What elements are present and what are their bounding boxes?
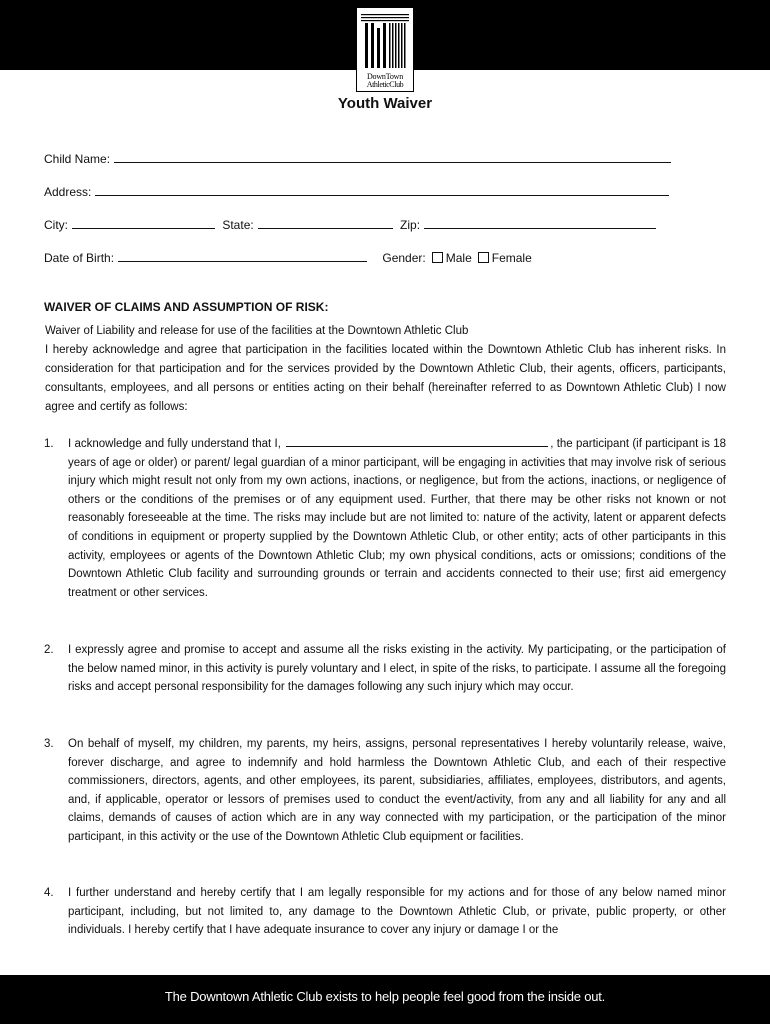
clause-1 — [44, 435, 726, 602]
dob-field[interactable] — [118, 249, 367, 262]
dob-gender-row — [44, 249, 532, 265]
clause-number: 3. — [44, 738, 54, 750]
clause-4 — [44, 884, 726, 940]
clause-number: 2. — [44, 644, 54, 656]
waiver-heading: WAIVER OF CLAIMS AND ASSUMPTION OF RISK: — [44, 300, 329, 314]
male-label: Male — [445, 251, 472, 265]
dob-label: Date of Birth: — [44, 251, 115, 265]
zip-label: Zip: — [400, 218, 421, 232]
clause-text: On behalf of myself, my children, my parents, my heirs, assigns, personal representatives I hereby voluntarily release, waive, forever discharge, and agree to indemnify and hold harmless the Downtown Athletic Club, and each of their respective commissioners, directors, agents, and other employees, its parent, subsidiaries, affiliates, employees, distributors, and agents, and, if applicable, operator or lessors of premises used to conduct the event/activity, from any and all liability for any and all claims, demands of causes of action which are in any way connected with my participation, or the participation of the minor participant, in this activity or the use of the Downtown Athletic Club equipment or facilities. — [68, 738, 726, 843]
state-field[interactable] — [258, 216, 393, 229]
intro-body: I hereby acknowledge and agree that participation in the facilities located within the Downtown Athletic Club has inherent risks. In consideration for that participation and for the services provided by the Downtown Athletic Club, their agents, officers, participants, consultants, employees, and all persons or entities acting on their behalf (hereinafter referred to as Downtown Athletic Club) I now agree and certify as follows: — [45, 344, 726, 413]
city-label: City: — [44, 218, 68, 232]
footer-band — [0, 975, 770, 1024]
waiver-intro — [45, 322, 726, 417]
clause-text: I expressly agree and promise to accept and assume all the risks existing in the activity. My participating, or the participation of the below named minor, in this activity is purely voluntary and I elect, in spite of the risks, to participate. I assume all the foregoing risks and accept personal responsibility for the damages following any such injury which may occur. — [68, 644, 726, 694]
logo-text-line1: DownTown — [366, 72, 404, 81]
club-logo — [356, 7, 414, 92]
child-name-label: Child Name: — [44, 152, 111, 166]
clause-number: 1. — [44, 438, 54, 450]
child-name-row — [44, 150, 675, 166]
female-checkbox[interactable] — [478, 252, 489, 263]
zip-field[interactable] — [424, 216, 656, 229]
address-field[interactable] — [95, 183, 669, 196]
intro-line1: Waiver of Liability and release for use of the facilities at the Downtown Athletic Club — [45, 325, 469, 337]
address-label: Address: — [44, 185, 92, 199]
clause-text: I acknowledge and fully understand that I, — [68, 438, 281, 450]
address-row — [44, 183, 673, 199]
clause-3 — [44, 735, 726, 847]
female-label: Female — [491, 251, 532, 265]
child-name-field[interactable] — [114, 150, 671, 163]
clause-text: , the participant (if participant is 18 years of age or older) or parent/ legal guardian of a minor participant, will be engaging in activities that may involve risk of serious injury which might result not only from my own actions, inactions, or negligence, but from the actions, inactions, or negligence of others or the conditions of the premises or of any equipment used. Further, that there may be other risks not known or not reasonably foreseeable at the time. The risks may include but are not limited to: nature of the activity, latent or apparent defects of conditions in equipment or property supplied by the Downtown Athletic Club, or other entity; acts of other participants in this activity, employees or agents of the Downtown Athletic Club; my own physical conditions, acts or omissions; conditions of the Downtown Athletic Club facility and surrounding grounds or terrain and accidents connected to their use; first aid emergency treatment or other services. — [68, 438, 726, 599]
building-icon — [357, 8, 413, 70]
logo-text-line2: AthleticClub — [366, 80, 404, 89]
clause-text: I further understand and hereby certify that I am legally responsible for my actions and for those of any below named minor participant, including, but not limited to, any damage to the Downtown Athletic Club, or private, public property, or other individuals. I hereby certify that I have adequate insurance to cover any injury or damage I or the — [68, 887, 726, 937]
city-field[interactable] — [72, 216, 215, 229]
participant-name-field[interactable] — [286, 435, 548, 447]
male-checkbox[interactable] — [432, 252, 443, 263]
gender-label: Gender: — [382, 251, 426, 265]
city-state-zip-row — [44, 216, 660, 232]
page-title: Youth Waiver — [337, 95, 433, 112]
state-label: State: — [222, 218, 254, 232]
clause-number: 4. — [44, 887, 54, 899]
clause-2 — [44, 641, 726, 697]
footer-tagline: The Downtown Athletic Club exists to help people feel good from the inside out. — [164, 989, 606, 1004]
